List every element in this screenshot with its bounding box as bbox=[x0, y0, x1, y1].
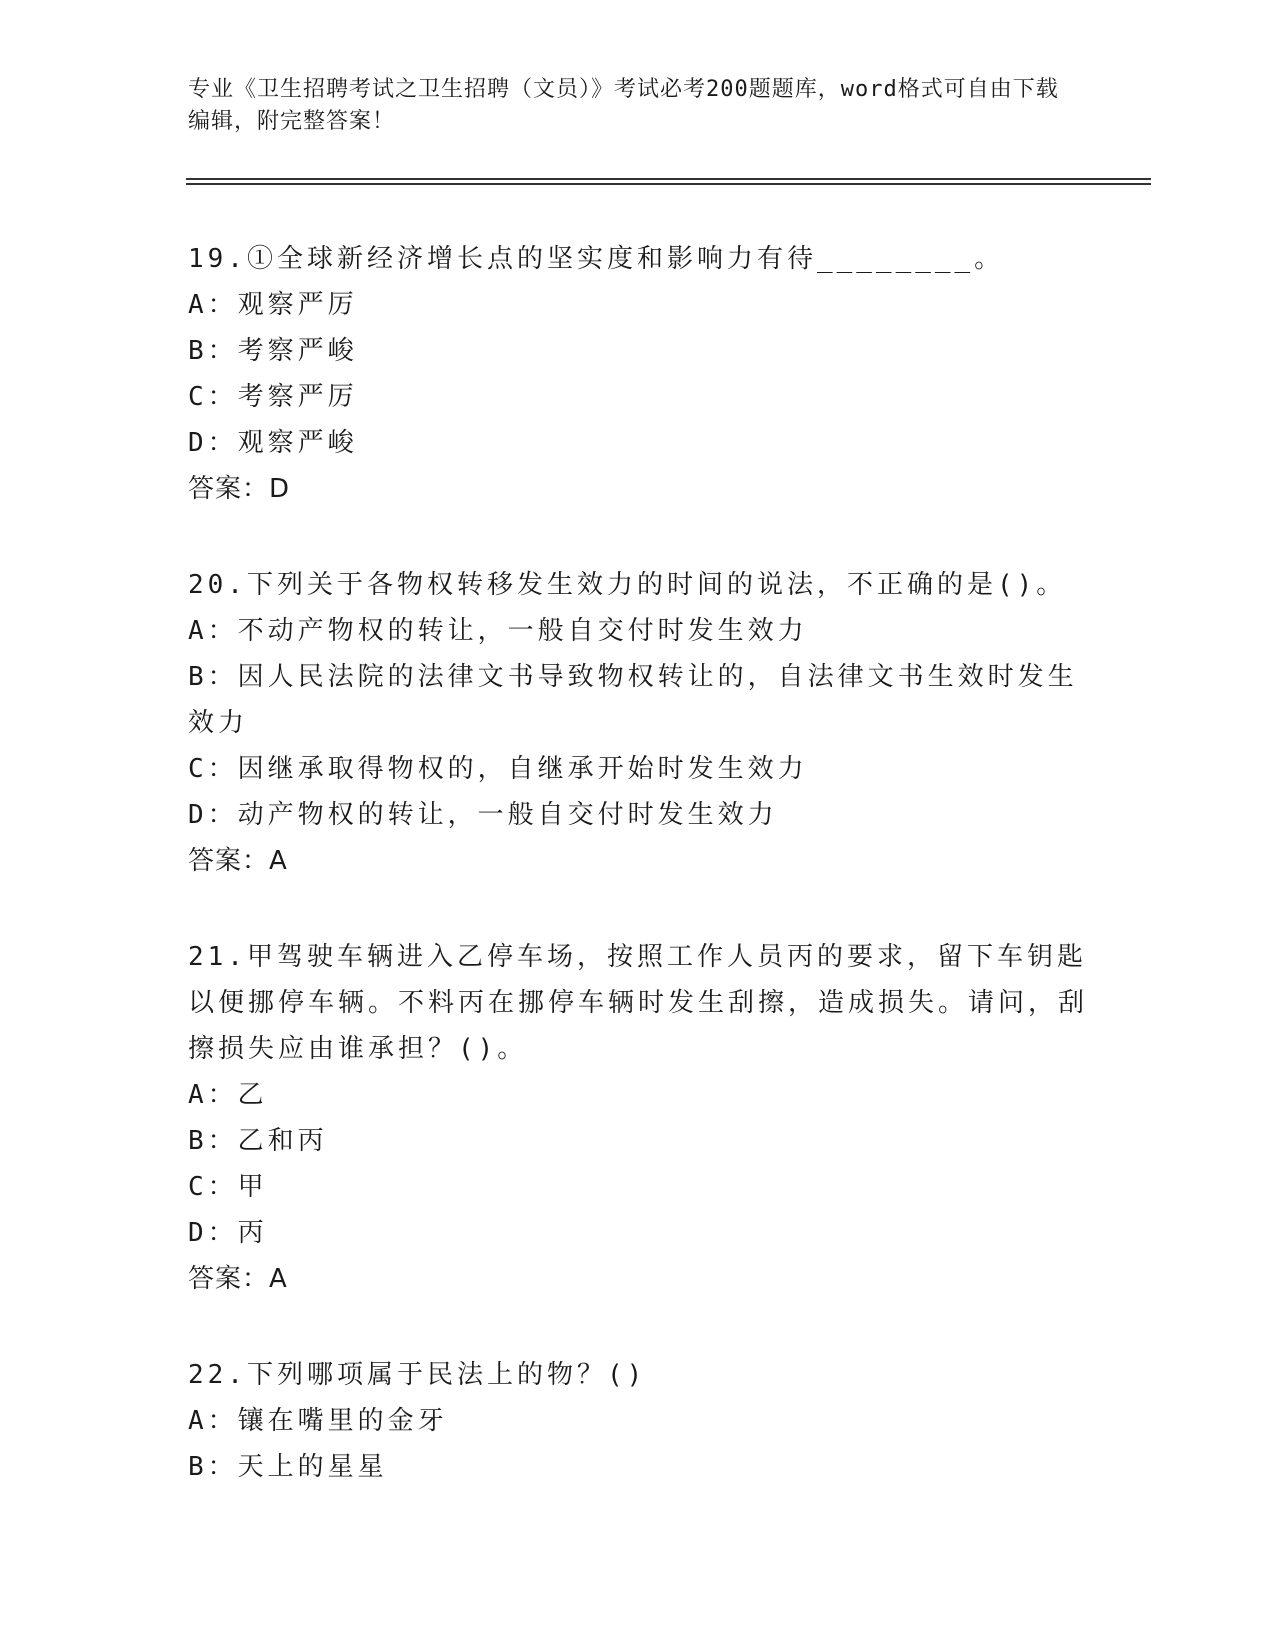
question-stem: 22.下列哪项属于民法上的物？() bbox=[188, 1360, 647, 1390]
option-c: C：甲 bbox=[188, 1172, 268, 1202]
answer: 答案：A bbox=[188, 1264, 288, 1294]
question-22 bbox=[188, 1352, 1088, 1490]
option-a: A：不动产物权的转让，一般自交付时发生效力 bbox=[188, 616, 808, 646]
question-stem: 21.甲驾驶车辆进入乙停车场，按照工作人员丙的要求，留下车钥匙以便挪停车辆。不料丙在挪停车辆时发生刮擦，造成损失。请问，刮擦损失应由谁承担？()。 bbox=[188, 942, 1089, 1064]
document-header bbox=[188, 74, 1068, 138]
option-d: D：丙 bbox=[188, 1218, 268, 1248]
header-divider-top bbox=[186, 178, 1151, 180]
option-b: B：因人民法院的法律文书导致物权转让的，自法律文书生效时发生效力 bbox=[188, 662, 1078, 738]
question-stem: 19.①全球新经济增长点的坚实度和影响力有待________。 bbox=[188, 244, 1005, 274]
question-19 bbox=[188, 236, 1088, 512]
option-b: B：天上的星星 bbox=[188, 1452, 388, 1482]
option-a: A：乙 bbox=[188, 1080, 268, 1110]
option-d: D：动产物权的转让，一般自交付时发生效力 bbox=[188, 800, 778, 830]
option-b: B：考察严峻 bbox=[188, 336, 358, 366]
question-list bbox=[188, 236, 1088, 1540]
option-a: A：镶在嘴里的金牙 bbox=[188, 1406, 448, 1436]
option-c: C：考察严厉 bbox=[188, 382, 358, 412]
answer: 答案：A bbox=[188, 846, 288, 876]
option-a: A：观察严厉 bbox=[188, 290, 358, 320]
question-stem: 20.下列关于各物权转移发生效力的时间的说法，不正确的是()。 bbox=[188, 570, 1067, 600]
option-d: D：观察严峻 bbox=[188, 428, 358, 458]
answer: 答案：D bbox=[188, 474, 291, 504]
header-divider-bottom bbox=[186, 183, 1151, 185]
question-21 bbox=[188, 934, 1088, 1302]
option-b: B：乙和丙 bbox=[188, 1126, 328, 1156]
document-title: 专业《卫生招聘考试之卫生招聘（文员）》考试必考200题题库，word格式可自由下载编辑，附完整答案！ bbox=[188, 77, 1059, 134]
option-c: C：因继承取得物权的，自继承开始时发生效力 bbox=[188, 754, 808, 784]
question-20 bbox=[188, 562, 1088, 884]
